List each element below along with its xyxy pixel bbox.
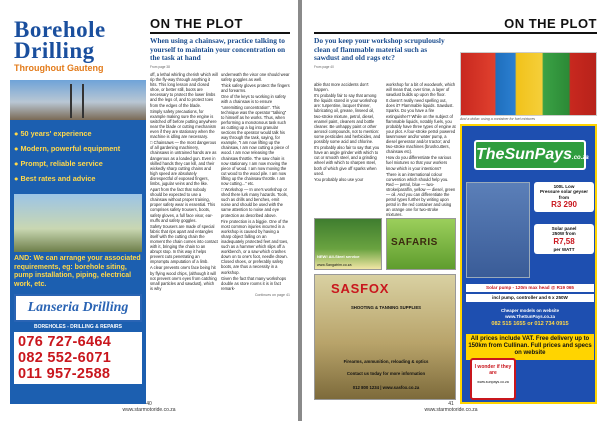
page-number: 40	[146, 401, 152, 407]
solar-geyser-photo	[466, 182, 530, 278]
left-page	[0, 0, 298, 421]
ad-title: Borehole Drilling	[14, 17, 106, 63]
ad-subtitle: Throughout Gauteng	[14, 63, 104, 73]
card-line: Solar panel	[551, 226, 577, 231]
paragraph: □ Workshop — In one's workshop or shed there lurk many hazards. Tools, such as drills and benches, emit noise and should be used with the same attention to noise and eye protection as described above.	[221, 187, 288, 218]
paragraph: Fire protection is a biggie. One of the most common injuries incurred in a workshop is caused by having a sharp object falling on an inadequately protected feet and toes, such as a hammer which slips off a workbench, or a saw which crashes down on to one's foot, needle drown. Closed shoes, or preferably safety boots, are thus a necessity in a workshop.	[221, 218, 289, 275]
drilling-rig-photo	[10, 80, 146, 120]
sunpays-terms: All prices include VAT. Free delivery up to 150km from Cullinan. Full prices and specs on website	[466, 334, 594, 360]
logo-domain: .co.za	[572, 155, 589, 161]
ad-url[interactable]: www.Sangatrim.co.za	[317, 263, 352, 267]
company-logo-box	[14, 294, 142, 322]
continued-note: Continues on page 41	[254, 292, 290, 297]
section-title: ON THE PLOT	[314, 16, 597, 34]
sunpays-contact[interactable]: 082 515 1655 or 012 734 0915	[491, 321, 569, 327]
paragraph: How do you differentiate the various fuel mixtures so that your workers know which is your intentions?	[386, 155, 452, 171]
ad-line: 012 800 1234 | www.sasfox.co.za	[352, 385, 420, 390]
sunpays-ad[interactable]	[460, 124, 597, 404]
page-folio	[302, 401, 600, 413]
pump-offer-detail: incl pump, controller and 6 x 250W	[466, 294, 594, 302]
paragraph: Thick safety gloves protect the fingers and forearms.	[221, 83, 290, 94]
paragraph: Apart from the fact that nobody should be expected to use a chainsaw without proper training, proper safety wear is essential. This comprises safety trousers, boots, safety gloves, a full face visor, ear-muffs and safety goggles.	[150, 187, 216, 223]
article-byline: From page 40	[314, 64, 334, 69]
ad-bullet-list	[10, 120, 146, 186]
ad-title: SASFOX	[331, 281, 390, 296]
paragraph: Given the fact that many workshops double as store rooms it is in fact remark-	[221, 275, 287, 291]
sunpays-info	[466, 308, 594, 319]
ad-title: SAFARIS	[391, 237, 438, 248]
ad-services-text: AND: We can arrange your associated requirements, eg: borehole siting, pump installation, piping, electrical work, etc.	[14, 255, 141, 288]
card-unit: per WATT	[553, 246, 575, 252]
ad-bullet: ● Modern, powerful equipment	[14, 141, 142, 156]
price-card-geyser	[534, 182, 594, 212]
ad-line: SHOOTING & TANNING SUPPLIES	[350, 305, 422, 310]
ad-bullet: ● Best rates and advice	[14, 171, 142, 186]
paragraph: underneath the visor one should wear safety goggles as well.	[221, 72, 290, 83]
paragraph: It's probably also fair to say that you have an angle grinder with which to cut or smooth steel, and a grinding wheel with which to sharpen steel, both of which give off sparks when used.	[314, 145, 380, 176]
sunpays-logo	[474, 140, 589, 170]
article-question: When using a chainsaw, practice talking to yourself to maintain your concentration on the task at hand	[150, 36, 286, 63]
paragraph: A clear prevents one's face being hit by flying wood chips, (although it will not prevent one's eyes from catching small particles and sawdust), which is why	[150, 265, 217, 291]
sticker-site[interactable]: www.sunpays.co.za	[477, 379, 509, 384]
page-folio	[0, 401, 298, 413]
phone-number[interactable]: 011 957-2588	[18, 366, 111, 382]
article-column	[386, 82, 456, 240]
steel-service-ad[interactable]	[314, 218, 382, 270]
paragraph: You probably also use your	[314, 176, 364, 182]
price-card-panel	[534, 224, 594, 254]
paragraph: Safety trousers are made of special fabric that rips apart and entangles itself with the cutting chain the moment the chain comes into contact with it, bringing the chain to an abrupt stop. In this way it helps prevent cuts penetrating an impromptu amputation of a limb.	[150, 223, 218, 265]
photo-caption: And a dollar: using a container for fuel mixtures	[460, 117, 536, 121]
paragraph: There is an international colour convention which should help you. Red — petrol, blue — two-stroke/paraffin, yellow — diesel, green — oil. And you can differentiate the petrol types further by writing upon petrol in the red container and using an orange one for two-stroke mixtures.	[386, 171, 456, 218]
company-tagline: BOREHOLES - DRILLING & REPAIRS	[34, 324, 122, 330]
ad-title: NEW! All-Steel service	[317, 254, 360, 259]
phone-list	[14, 332, 142, 384]
card-price: R3 290	[551, 200, 577, 210]
paragraph: It's probably fair to say that among the liquids stored in your workshop are: turpentine, lacquer thinner, lubricating oil, grease, linseed oil, two-stroke mixture, petrol, diesel, enamel paint, cleaners and bottle cleaner. Be unhappy paint or other aerosol compounds, not to mention: some pesticides and herbicides, and possibly some acid and chlorine.	[314, 93, 381, 145]
fuel-cans-photo	[460, 52, 597, 116]
page-number: 41	[448, 401, 454, 407]
sunpays-site[interactable]: www.TheSunPays.co.za	[505, 313, 555, 319]
paragraph: able that more accidents don't happen.	[314, 82, 369, 93]
ad-line: Firearms, ammunition, reloading & optics	[343, 359, 429, 364]
cheaper-models: Cheaper models on website	[500, 308, 560, 313]
company-logo: Lanseria Drilling	[27, 300, 129, 315]
pump-offer: Solar pump - 120m max head @ R19 065	[466, 284, 594, 292]
article-header-left	[150, 16, 290, 69]
card-price: R7,58	[553, 236, 575, 246]
article-column	[150, 72, 218, 292]
article-column	[314, 82, 382, 183]
right-page	[302, 0, 600, 421]
card-line: 250W from	[552, 231, 576, 237]
card-line: 100L Low	[553, 184, 575, 189]
ad-bullet: ● 50 years' experience	[14, 126, 142, 141]
paragraph: □ Chainsaws — the most dangerous of all gardening machinery, chainsaws in untrained hands are as dangerous as a loaded gun. Even in skilled hands they can kill, and their wickedly sharp cutting chains and high speed are absolutely disrespectful of exposed fingers, limbs, jugular veins and the like.	[150, 140, 217, 186]
paragraph: workshop for a bit of woodwork, which will mean that, over time, a layer of sawdust builds up upon the floor.	[386, 82, 456, 98]
paragraph: One of the keys to working in safety with a chainsaw is to ensure "unremitting concentration". This technique was the operator "talking" to himself as he works. Thus, when performing a monotonous task such as cutting up a log into granular sections the operator would talk his way through the task, saying, for example, "I am now lifting up the chainsaw, I am now cutting a piece of wood. I am now releasing the chainsaw throttle. The saw chain is now stationary. I am now moving the piece of wood. I am now moving the cut wood to the wood pile. I am now lifting up the chainsaw throttle. I am now cutting..." etc.	[221, 94, 289, 186]
borehole-drilling-ad[interactable]	[10, 16, 146, 404]
site-url[interactable]: www.starmotoride.co.za	[424, 407, 478, 413]
phone-number[interactable]: 082 552-6071	[18, 350, 112, 366]
logo-text: TheSunPays	[476, 146, 573, 163]
paragraph: off, a lethal whirling cherish which will rip the fly-way through anything it hits. This long lesson and closed shoe, or better still, boots are necessary to protect the lower limbs and the legs of, and to protect toes from the edges of the blade.	[150, 72, 218, 108]
safari-ad[interactable]	[386, 218, 456, 270]
ad-bullet: ● Prompt, reliable service	[14, 156, 142, 171]
phone-number[interactable]: 076 727-6464	[18, 334, 112, 350]
article-question: Do you keep your workshop scrupulously clean of flammable material such as sawdust and old rags etc?	[314, 36, 445, 63]
section-title: ON THE PLOT	[150, 16, 290, 34]
paragraph: It doesn't really need spelling out, does it? Flammable liquids. Sawdust. Sparks. Do you have a fire extinguisher? While on the subject of flammable liquids, notably fuels, you probably have three types of engine at your plot. A four-stroke petrol powered lawnmower and/or water pump, a diesel generator and/or tractor; and two-stroke machines (brushcutters, chainsaw etc).	[386, 98, 456, 155]
site-url[interactable]: www.starmotoride.co.za	[122, 407, 176, 413]
article-byline: From page 38	[150, 64, 170, 69]
card-line: Pressure solar geyser from	[539, 189, 588, 200]
ad-header	[10, 16, 146, 80]
borehole-site-photo	[14, 194, 142, 252]
paragraph: Simply safety precautions, for example making sure the engine is switched off before putting anywhere near the blade or cutting mechanism even if they are stationary when the machine is idling are necessary.	[150, 108, 217, 140]
article-column	[221, 72, 290, 298]
sasfox-ad[interactable]	[314, 274, 456, 400]
sunpays-sticker	[470, 358, 516, 400]
sticker-text: I wonder if they are	[474, 364, 512, 377]
ad-line: Contact us today for more information	[346, 371, 426, 376]
